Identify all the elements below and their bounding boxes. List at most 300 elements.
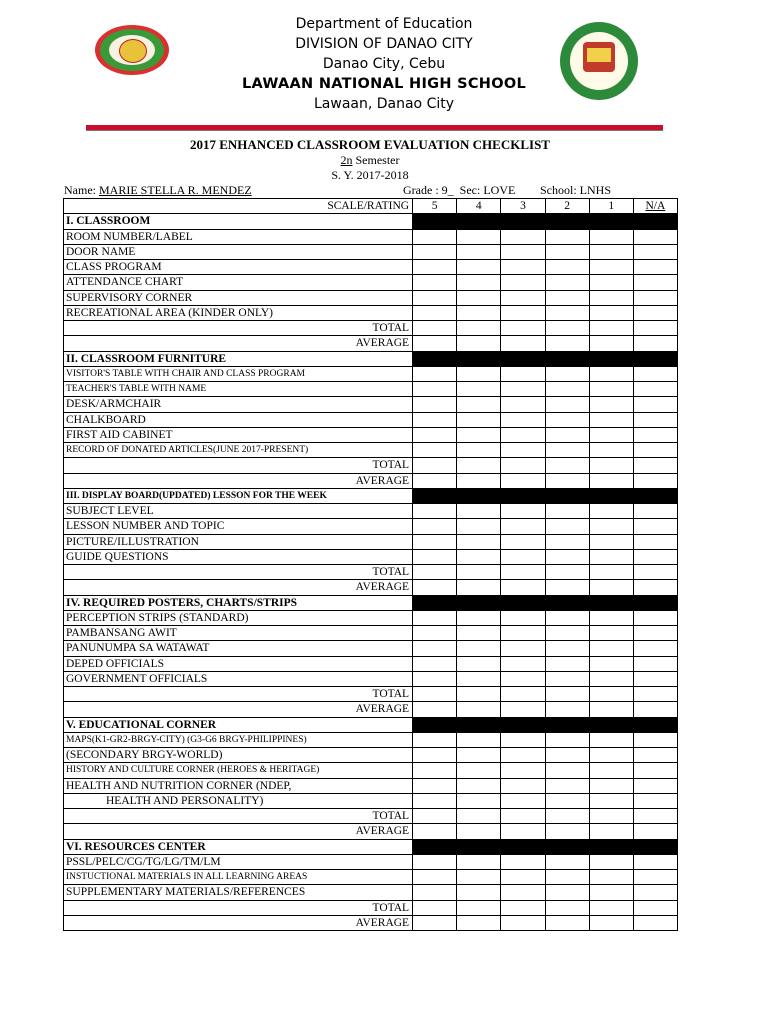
- rating-cell[interactable]: [413, 732, 457, 747]
- rating-cell[interactable]: [633, 382, 677, 397]
- rating-cell[interactable]: [589, 336, 633, 351]
- rating-cell[interactable]: [413, 702, 457, 717]
- rating-cell[interactable]: [501, 229, 545, 244]
- rating-cell[interactable]: [413, 641, 457, 656]
- rating-cell[interactable]: [633, 534, 677, 549]
- criteria-label: ATTENDANCE CHART: [64, 275, 413, 290]
- section-bar-cell: [545, 839, 589, 854]
- rating-cell[interactable]: [501, 290, 545, 305]
- rating-cell[interactable]: [501, 382, 545, 397]
- rating-cell[interactable]: [589, 656, 633, 671]
- average-row: [64, 824, 678, 839]
- criteria-row: [64, 504, 678, 519]
- section-bar-cell: [545, 595, 589, 610]
- sec-label: Sec:: [459, 183, 481, 197]
- rating-cell[interactable]: [501, 824, 545, 839]
- rating-cell[interactable]: [501, 458, 545, 473]
- rating-cell[interactable]: [589, 229, 633, 244]
- rating-cell[interactable]: [545, 870, 589, 885]
- rating-cell[interactable]: [413, 549, 457, 564]
- criteria-label: SUBJECT LEVEL: [64, 504, 413, 519]
- rating-cell[interactable]: [413, 504, 457, 519]
- rating-cell[interactable]: [413, 580, 457, 595]
- rating-cell[interactable]: [589, 382, 633, 397]
- rating-cell[interactable]: [589, 641, 633, 656]
- rating-cell[interactable]: [413, 778, 457, 793]
- section-heading: I. CLASSROOM: [64, 214, 413, 229]
- rating-cell[interactable]: [501, 519, 545, 534]
- rating-cell[interactable]: [545, 732, 589, 747]
- criteria-row: [64, 427, 678, 442]
- rating-cell[interactable]: [413, 671, 457, 686]
- rating-cell[interactable]: [413, 534, 457, 549]
- section-bar-cell: [457, 839, 501, 854]
- rating-cell[interactable]: [589, 244, 633, 259]
- rating-cell[interactable]: [545, 534, 589, 549]
- rating-cell[interactable]: [633, 443, 677, 458]
- rating-cell[interactable]: [589, 427, 633, 442]
- rating-cell[interactable]: [545, 260, 589, 275]
- section-heading: III. DISPLAY BOARD(UPDATED) LESSON FOR THE WEEK: [64, 488, 413, 503]
- rating-cell[interactable]: [457, 900, 501, 915]
- rating-cell[interactable]: [501, 854, 545, 869]
- rating-cell[interactable]: [413, 305, 457, 320]
- rating-cell[interactable]: [545, 748, 589, 763]
- rating-cell[interactable]: [545, 885, 589, 900]
- rating-cell[interactable]: [545, 427, 589, 442]
- rating-cell[interactable]: [633, 763, 677, 778]
- name-label: Name:: [64, 183, 96, 197]
- section-bar-cell: [545, 351, 589, 366]
- rating-cell[interactable]: [589, 915, 633, 930]
- rating-cell[interactable]: [501, 809, 545, 824]
- rating-cell[interactable]: [589, 397, 633, 412]
- section-heading: V. EDUCATIONAL CORNER: [64, 717, 413, 732]
- rating-cell[interactable]: [633, 473, 677, 488]
- rating-cell[interactable]: [633, 504, 677, 519]
- rating-cell[interactable]: [501, 275, 545, 290]
- rating-cell[interactable]: [545, 305, 589, 320]
- rating-cell[interactable]: [589, 870, 633, 885]
- rating-cell[interactable]: [413, 885, 457, 900]
- rating-cell[interactable]: [589, 458, 633, 473]
- rating-cell[interactable]: [545, 519, 589, 534]
- rating-cell[interactable]: [501, 763, 545, 778]
- average-label: AVERAGE: [64, 473, 413, 488]
- section-bar-cell: [633, 595, 677, 610]
- rating-cell[interactable]: [633, 366, 677, 381]
- rating-cell[interactable]: [413, 412, 457, 427]
- rating-cell[interactable]: [457, 610, 501, 625]
- rating-cell[interactable]: [545, 382, 589, 397]
- rating-cell[interactable]: [633, 336, 677, 351]
- rating-cell[interactable]: [457, 229, 501, 244]
- rating-cell[interactable]: [633, 656, 677, 671]
- total-row: [64, 687, 678, 702]
- rating-cell[interactable]: [501, 610, 545, 625]
- criteria-row: [64, 260, 678, 275]
- rating-cell[interactable]: [633, 870, 677, 885]
- rating-cell[interactable]: [589, 549, 633, 564]
- rating-cell[interactable]: [457, 626, 501, 641]
- rating-cell[interactable]: [457, 519, 501, 534]
- rating-cell[interactable]: [413, 687, 457, 702]
- rating-cell[interactable]: [633, 854, 677, 869]
- rating-cell[interactable]: [501, 549, 545, 564]
- rating-cell[interactable]: [589, 854, 633, 869]
- rating-cell[interactable]: [545, 336, 589, 351]
- rating-cell[interactable]: [457, 824, 501, 839]
- rating-cell[interactable]: [501, 321, 545, 336]
- rating-cell[interactable]: [545, 671, 589, 686]
- rating-cell[interactable]: [457, 565, 501, 580]
- rating-cell[interactable]: [413, 824, 457, 839]
- rating-cell[interactable]: [457, 534, 501, 549]
- rating-cell[interactable]: [545, 229, 589, 244]
- rating-cell[interactable]: [633, 229, 677, 244]
- rating-cell[interactable]: [589, 732, 633, 747]
- rating-cell[interactable]: [501, 778, 545, 793]
- criteria-row: [64, 382, 678, 397]
- rating-cell[interactable]: [501, 793, 545, 808]
- rating-cell[interactable]: [457, 336, 501, 351]
- rating-cell[interactable]: [501, 260, 545, 275]
- section-bar-cell: [589, 717, 633, 732]
- rating-cell[interactable]: [589, 885, 633, 900]
- rating-cell[interactable]: [413, 656, 457, 671]
- rating-cell[interactable]: [545, 473, 589, 488]
- rating-cell[interactable]: [545, 443, 589, 458]
- rating-cell[interactable]: [413, 443, 457, 458]
- rating-cell[interactable]: [457, 397, 501, 412]
- rating-cell[interactable]: [633, 305, 677, 320]
- criteria-label: PSSL/PELC/CG/TG/LG/TM/LM: [64, 854, 413, 869]
- criteria-row: [64, 412, 678, 427]
- rating-cell[interactable]: [413, 748, 457, 763]
- rating-cell[interactable]: [457, 641, 501, 656]
- rating-cell[interactable]: [501, 427, 545, 442]
- rating-cell[interactable]: [457, 732, 501, 747]
- rating-cell[interactable]: [545, 458, 589, 473]
- rating-cell[interactable]: [501, 473, 545, 488]
- criteria-label: MAPS(K1-GR2-BRGY-CITY) (G3-G6 BRGY-PHILIPPINES): [64, 732, 413, 747]
- rating-cell[interactable]: [589, 748, 633, 763]
- rating-cell[interactable]: [545, 915, 589, 930]
- rating-cell[interactable]: [589, 687, 633, 702]
- rating-cell[interactable]: [589, 824, 633, 839]
- rating-cell[interactable]: [501, 397, 545, 412]
- rating-cell[interactable]: [589, 305, 633, 320]
- rating-cell[interactable]: [413, 427, 457, 442]
- rating-cell[interactable]: [413, 809, 457, 824]
- rating-cell[interactable]: [545, 504, 589, 519]
- rating-cell[interactable]: [589, 778, 633, 793]
- rating-cell[interactable]: [501, 915, 545, 930]
- rating-cell[interactable]: [545, 656, 589, 671]
- rating-cell[interactable]: [545, 397, 589, 412]
- rating-cell[interactable]: [413, 336, 457, 351]
- rating-cell[interactable]: [633, 671, 677, 686]
- total-label: TOTAL: [64, 565, 413, 580]
- rating-cell[interactable]: [457, 763, 501, 778]
- rating-cell[interactable]: [589, 793, 633, 808]
- rating-cell[interactable]: [633, 824, 677, 839]
- rating-cell[interactable]: [457, 290, 501, 305]
- rating-cell[interactable]: [413, 244, 457, 259]
- rating-cell[interactable]: [457, 366, 501, 381]
- rating-cell[interactable]: [589, 504, 633, 519]
- rating-cell[interactable]: [589, 412, 633, 427]
- rating-cell[interactable]: [589, 610, 633, 625]
- rating-cell[interactable]: [633, 519, 677, 534]
- rating-cell[interactable]: [501, 336, 545, 351]
- rating-cell[interactable]: [589, 290, 633, 305]
- school-field: [540, 183, 611, 198]
- rating-cell[interactable]: [413, 793, 457, 808]
- criteria-row: [64, 534, 678, 549]
- rating-cell[interactable]: [633, 427, 677, 442]
- rating-cell[interactable]: [545, 321, 589, 336]
- rating-cell[interactable]: [545, 763, 589, 778]
- rating-cell[interactable]: [545, 580, 589, 595]
- rating-cell[interactable]: [501, 244, 545, 259]
- rating-cell[interactable]: [589, 763, 633, 778]
- rating-cell[interactable]: [501, 580, 545, 595]
- rating-cell[interactable]: [413, 473, 457, 488]
- rating-cell[interactable]: [413, 626, 457, 641]
- rating-cell[interactable]: [457, 915, 501, 930]
- rating-cell[interactable]: [633, 793, 677, 808]
- rating-cell[interactable]: [633, 915, 677, 930]
- rating-cell[interactable]: [457, 870, 501, 885]
- rating-cell[interactable]: [545, 900, 589, 915]
- rating-cell[interactable]: [589, 519, 633, 534]
- section-header-row: [64, 717, 678, 732]
- rating-cell[interactable]: [633, 748, 677, 763]
- school-year: S. Y. 2017-2018: [331, 168, 409, 182]
- rating-cell[interactable]: [589, 275, 633, 290]
- rating-cell[interactable]: [501, 732, 545, 747]
- rating-cell[interactable]: [501, 900, 545, 915]
- rating-cell[interactable]: [501, 366, 545, 381]
- average-label: AVERAGE: [64, 580, 413, 595]
- rating-cell[interactable]: [457, 473, 501, 488]
- rating-cell[interactable]: [413, 397, 457, 412]
- rating-cell[interactable]: [413, 519, 457, 534]
- rating-cell[interactable]: [633, 321, 677, 336]
- rating-cell[interactable]: [589, 473, 633, 488]
- rating-cell[interactable]: [501, 748, 545, 763]
- rating-cell[interactable]: [633, 885, 677, 900]
- rating-cell[interactable]: [457, 885, 501, 900]
- rating-cell[interactable]: [633, 687, 677, 702]
- average-row: [64, 580, 678, 595]
- rating-cell[interactable]: [457, 427, 501, 442]
- rating-cell[interactable]: [633, 412, 677, 427]
- rating-cell[interactable]: [457, 854, 501, 869]
- rating-cell[interactable]: [457, 260, 501, 275]
- rating-cell[interactable]: [413, 763, 457, 778]
- rating-cell[interactable]: [633, 260, 677, 275]
- rating-cell[interactable]: [633, 580, 677, 595]
- rating-cell[interactable]: [457, 687, 501, 702]
- rating-cell[interactable]: [633, 732, 677, 747]
- rating-cell[interactable]: [545, 412, 589, 427]
- rating-cell[interactable]: [545, 565, 589, 580]
- rating-cell[interactable]: [589, 565, 633, 580]
- rating-cell[interactable]: [545, 778, 589, 793]
- section-bar-cell: [413, 717, 457, 732]
- rating-cell[interactable]: [545, 854, 589, 869]
- scale-4: 4: [457, 199, 501, 214]
- criteria-label: ROOM NUMBER/LABEL: [64, 229, 413, 244]
- rating-cell[interactable]: [545, 610, 589, 625]
- rating-cell[interactable]: [501, 641, 545, 656]
- rating-cell[interactable]: [501, 534, 545, 549]
- rating-cell[interactable]: [457, 748, 501, 763]
- rating-cell[interactable]: [633, 702, 677, 717]
- rating-cell[interactable]: [589, 443, 633, 458]
- criteria-row: [64, 275, 678, 290]
- average-label: AVERAGE: [64, 702, 413, 717]
- criteria-row: [64, 793, 678, 808]
- rating-cell[interactable]: [633, 778, 677, 793]
- rating-cell[interactable]: [633, 244, 677, 259]
- rating-cell[interactable]: [545, 824, 589, 839]
- rating-cell[interactable]: [633, 641, 677, 656]
- rating-cell[interactable]: [633, 809, 677, 824]
- rating-cell[interactable]: [589, 809, 633, 824]
- rating-cell[interactable]: [413, 290, 457, 305]
- section-bar-cell: [457, 595, 501, 610]
- rating-cell[interactable]: [413, 854, 457, 869]
- rating-cell[interactable]: [413, 382, 457, 397]
- rating-cell[interactable]: [413, 366, 457, 381]
- rating-cell[interactable]: [413, 870, 457, 885]
- rating-cell[interactable]: [545, 549, 589, 564]
- rating-cell[interactable]: [457, 504, 501, 519]
- rating-cell[interactable]: [589, 900, 633, 915]
- rating-cell[interactable]: [501, 702, 545, 717]
- scale-5: 5: [413, 199, 457, 214]
- rating-cell[interactable]: [589, 534, 633, 549]
- rating-cell[interactable]: [633, 397, 677, 412]
- rating-cell[interactable]: [501, 626, 545, 641]
- rating-cell[interactable]: [413, 458, 457, 473]
- rating-cell[interactable]: [457, 671, 501, 686]
- rating-cell[interactable]: [545, 366, 589, 381]
- rating-cell[interactable]: [633, 565, 677, 580]
- rating-cell[interactable]: [545, 793, 589, 808]
- rating-cell[interactable]: [457, 382, 501, 397]
- rating-cell[interactable]: [501, 885, 545, 900]
- rating-cell[interactable]: [413, 610, 457, 625]
- rating-cell[interactable]: [457, 656, 501, 671]
- rating-cell[interactable]: [501, 671, 545, 686]
- rating-cell[interactable]: [633, 900, 677, 915]
- rating-cell[interactable]: [545, 702, 589, 717]
- name-value: MARIE STELLA R. MENDEZ: [99, 183, 252, 197]
- rating-cell[interactable]: [589, 260, 633, 275]
- rating-cell[interactable]: [501, 443, 545, 458]
- rating-cell[interactable]: [413, 900, 457, 915]
- rating-cell[interactable]: [501, 504, 545, 519]
- average-row: [64, 702, 678, 717]
- section-bar-cell: [633, 839, 677, 854]
- rating-cell[interactable]: [413, 565, 457, 580]
- rating-cell[interactable]: [501, 687, 545, 702]
- rating-cell[interactable]: [545, 244, 589, 259]
- criteria-row: [64, 656, 678, 671]
- rating-cell[interactable]: [633, 275, 677, 290]
- rating-cell[interactable]: [633, 610, 677, 625]
- rating-cell[interactable]: [589, 366, 633, 381]
- criteria-label: SUPPLEMENTARY MATERIALS/REFERENCES: [64, 885, 413, 900]
- criteria-row: [64, 290, 678, 305]
- rating-cell[interactable]: [457, 778, 501, 793]
- rating-cell[interactable]: [589, 580, 633, 595]
- rating-cell[interactable]: [545, 275, 589, 290]
- rating-cell[interactable]: [413, 915, 457, 930]
- rating-cell[interactable]: [457, 244, 501, 259]
- rating-cell[interactable]: [457, 809, 501, 824]
- rating-cell[interactable]: [413, 229, 457, 244]
- rating-cell[interactable]: [633, 458, 677, 473]
- rating-cell[interactable]: [501, 305, 545, 320]
- rating-cell[interactable]: [457, 549, 501, 564]
- rating-cell[interactable]: [413, 321, 457, 336]
- criteria-row: [64, 366, 678, 381]
- rating-cell[interactable]: [589, 321, 633, 336]
- rating-cell[interactable]: [457, 321, 501, 336]
- rating-cell[interactable]: [413, 260, 457, 275]
- rating-cell[interactable]: [457, 305, 501, 320]
- rating-cell[interactable]: [457, 275, 501, 290]
- grade-value: 9_: [438, 183, 454, 197]
- rating-cell[interactable]: [633, 290, 677, 305]
- rating-cell[interactable]: [501, 870, 545, 885]
- rating-cell[interactable]: [457, 793, 501, 808]
- section-bar-cell: [633, 351, 677, 366]
- rating-cell[interactable]: [545, 687, 589, 702]
- rating-cell[interactable]: [457, 458, 501, 473]
- average-label: AVERAGE: [64, 915, 413, 930]
- rating-cell[interactable]: [457, 443, 501, 458]
- rating-cell[interactable]: [545, 641, 589, 656]
- rating-cell[interactable]: [589, 626, 633, 641]
- section-header-row: [64, 839, 678, 854]
- form-title: 2017 ENHANCED CLASSROOM EVALUATION CHECKLIST: [190, 137, 550, 152]
- rating-cell[interactable]: [501, 656, 545, 671]
- rating-cell[interactable]: [457, 580, 501, 595]
- school-value: LNHS: [579, 183, 612, 197]
- rating-cell[interactable]: [457, 702, 501, 717]
- rating-cell[interactable]: [633, 549, 677, 564]
- rating-cell[interactable]: [545, 809, 589, 824]
- rating-cell[interactable]: [501, 565, 545, 580]
- rating-cell[interactable]: [545, 626, 589, 641]
- criteria-row: [64, 748, 678, 763]
- rating-cell[interactable]: [589, 671, 633, 686]
- rating-cell[interactable]: [413, 275, 457, 290]
- rating-cell[interactable]: [545, 290, 589, 305]
- rating-cell[interactable]: [501, 412, 545, 427]
- rating-cell[interactable]: [457, 412, 501, 427]
- average-label: AVERAGE: [64, 336, 413, 351]
- rating-cell[interactable]: [589, 702, 633, 717]
- rating-cell[interactable]: [633, 626, 677, 641]
- section-bar-cell: [589, 488, 633, 503]
